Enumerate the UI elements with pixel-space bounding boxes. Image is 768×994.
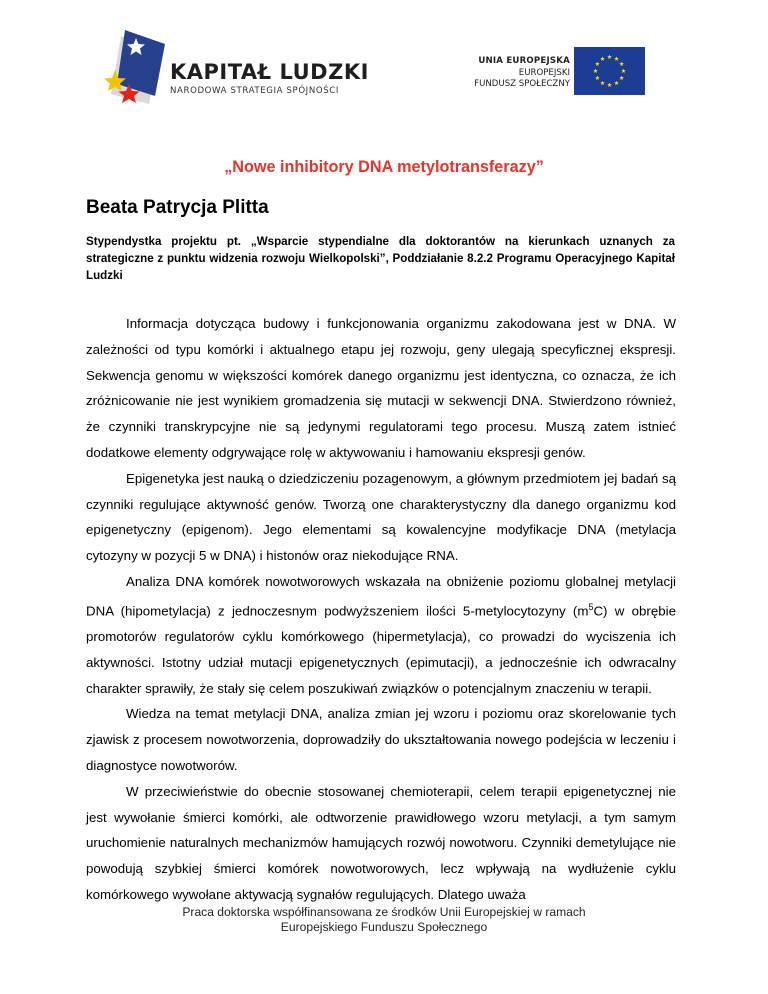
program-logo-subtitle: NARODOWA STRATEGIA SPÓJNOŚCI bbox=[170, 86, 340, 96]
document-title: „Nowe inhibitory DNA metylotransferazy” bbox=[224, 158, 544, 176]
eu-logo-line2: EUROPEJSKI bbox=[518, 67, 570, 78]
program-logo-title: KAPITAŁ LUDZKI bbox=[170, 60, 369, 84]
paragraph-3-part-2: C) w obrębie promotorów regulatorów cyklu komórkowego (hipermetylacja), co prowadzi do wyciszenia ich aktywności. Istotny udział mutacji epigenetycznych (epimutacji), a jednocześnie ich odwracalny charakter sprawiły, że stały się celem poszukiwań związków o potencjalnym znaczeniu w terapii. bbox=[86, 603, 676, 696]
author-affiliation: Stypendystka projektu pt. „Wsparcie stypendialne dla doktorantów na kierunkach uznanych za strategiczne z punktu widzenia rozwoju Wielkopolski”, Poddziałanie 8.2.2 Programu Operacyjnego Kapitał Ludzki bbox=[86, 235, 675, 282]
paragraph-3 bbox=[86, 569, 676, 701]
paragraph-2: Epigenetyka jest nauką o dziedziczeniu pozagenowym, a głównym przedmiotem jej badań są czynniki regulujące aktywność genów. Tworzą one charakterystyczny dla danego organizmu kod epigenetyczny (epigenom). Jego elementami są kowalencyjne modyfikacje DNA (metylacja cytozyny w pozycji 5 w DNA) i histonów oraz niekodujące RNA. bbox=[86, 470, 676, 564]
eu-flag-icon bbox=[574, 47, 645, 95]
author-name: Beata Patrycja Plitta bbox=[86, 197, 269, 218]
logo-blue-panel bbox=[117, 30, 165, 96]
paragraph-4: Wiedza na temat metylacji DNA, analiza zmian jej wzoru i poziomu oraz skorelowanie tych zjawisk z procesem nowotworzenia, doprowadziły do ukształtowania nowego podejścia w leczeniu i diagnostyce nowotworów. bbox=[86, 706, 676, 773]
eu-logo-line3: FUNDUSZ SPOŁECZNY bbox=[474, 79, 570, 89]
document-body bbox=[86, 311, 676, 908]
footer-line1: Praca doktorska współfinansowana ze środków Unii Europejskiej w ramach bbox=[182, 905, 586, 919]
paragraph-1: Informacja dotycząca budowy i funkcjonowania organizmu zakodowana jest w DNA. W zależności od typu komórki i aktualnego etapu jej rozwoju, geny ulegają specyficznej ekspresji. Sekwencja genomu w większości komórek danego organizmu jest identyczna, co oznacza, że ich zróżnicowanie nie jest wynikiem gromadzenia się mutacji w sekwencji DNA. Stwierdzono również, że czynniki transkrypcyjne nie są jedynymi regulatorami tego procesu. Muszą zatem istnieć dodatkowe elementy odgrywające rolę w aktywowaniu i hamowaniu ekspresji genów. bbox=[86, 316, 676, 460]
superscript-5: 5 bbox=[588, 601, 594, 612]
paragraph-3-part-1: Analiza DNA komórek nowotworowych wskazała na obniżenie poziomu globalnej metylacji DNA (hipometylacja) z jednoczesnym podwyższeniem ilości 5-metylocytozyny (m bbox=[86, 573, 676, 619]
page-footer bbox=[0, 905, 768, 935]
eu-logo-line1: UNIA EUROPEJSKA bbox=[478, 56, 570, 66]
paragraph-5: W przeciwieństwie do obecnie stosowanej chemioterapii, celem terapii epigenetycznej nie jest wywołanie śmierci komórki, ale odtworzenie prawidłowego wzoru metylacji, a tym samym uruchomienie naturalnych mechanizmów hamujących rozwój nowotworu. Czynniki demetylujące nie powodują szybkiej śmierci komórek nowotworowych, lecz wpływają na wydłużenie cyklu komórkowego wywołane aktywacją sygnałów regulujących. Dlatego uważa bbox=[86, 783, 676, 902]
footer-line2: Europejskiego Funduszu Społecznego bbox=[280, 920, 488, 934]
eu-logo-text bbox=[464, 56, 570, 91]
